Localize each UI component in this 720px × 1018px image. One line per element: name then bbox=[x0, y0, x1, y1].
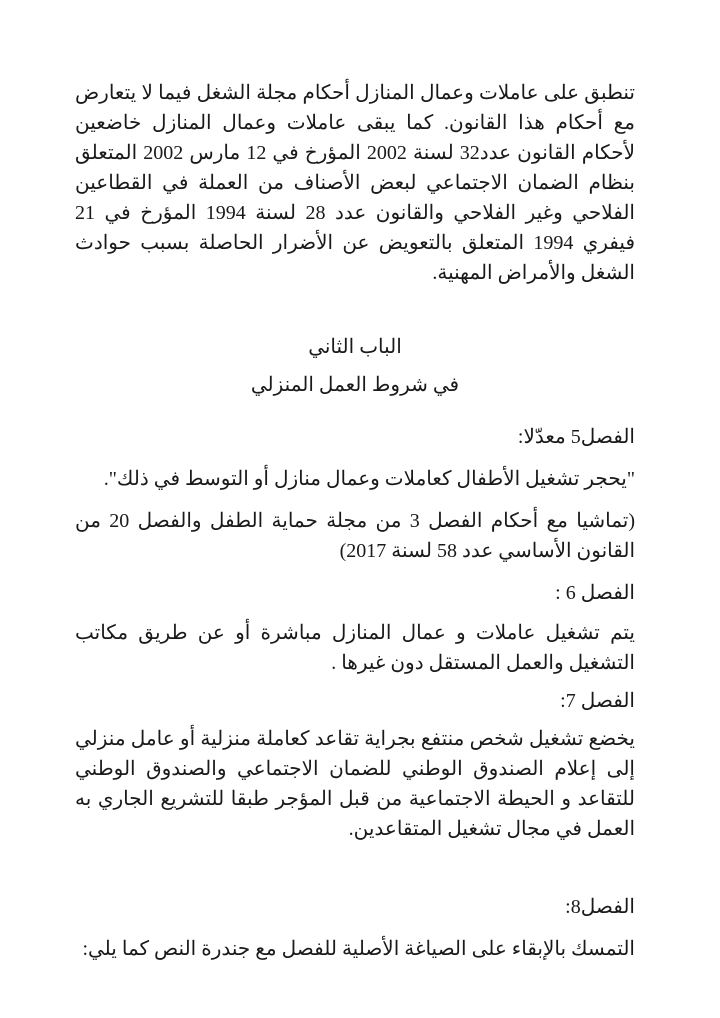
article7-label: الفصل 7: bbox=[560, 690, 635, 712]
article5-label: الفصل5 معدّلا: bbox=[517, 426, 635, 448]
article6-label: الفصل 6 : bbox=[555, 582, 635, 604]
article8-label: الفصل8: bbox=[565, 896, 635, 918]
article5-text: "يحجر تشغيل الأطفال كعاملات وعمال منازل أو التوسط في ذلك". bbox=[103, 468, 635, 490]
article6-text: يتم تشغيل عاملات و عمال المنازل مباشرة أو عن طريق مكاتب التشغيل والعمل المستقل دون غيرها . bbox=[75, 622, 635, 674]
chapter-subtitle: في شروط العمل المنزلي bbox=[250, 374, 460, 396]
intro-paragraph: تنطبق على عاملات وعمال المنازل أحكام مجلة الشغل فيما لا يتعارض مع أحكام هذا القانون. كما يبقى عاملات وعمال المنازل خاضعين لأحكام القانون عدد32 لسنة 2002 المؤرخ في 12 مارس 2002 المتعلق بنظام الضمان الاجتماعي لبعض الأصناف من العملة في القطاعين الفلاحي وغير الفلاحي والقانون عدد 28 لسنة 1994 المؤرخ في 21 فيفري 1994 المتعلق بالتعويض عن الأضرار الحاصلة بسبب حوادث الشغل والأمراض المهنية. bbox=[75, 82, 635, 284]
document-page bbox=[75, 78, 635, 964]
chapter-title: الباب الثاني bbox=[308, 336, 402, 358]
article5-note: (تماشيا مع أحكام الفصل 3 من مجلة حماية الطفل والفصل 20 من القانون الأساسي عدد 58 لسنة 2017) bbox=[75, 510, 635, 562]
article7-text: يخضع تشغيل شخص منتفع بجراية تقاعد كعاملة منزلية أو عامل منزلي إلى إعلام الصندوق الوطني للضمان الاجتماعي والصندوق الوطني للتقاعد و الحيطة الاجتماعية من قبل المؤجر طبقا للتشريع الجاري به العمل في مجال تشغيل المتقاعدين. bbox=[75, 728, 635, 840]
article8-text: التمسك بالإبقاء على الصياغة الأصلية للفصل مع جندرة النص كما يلي: bbox=[82, 938, 635, 960]
